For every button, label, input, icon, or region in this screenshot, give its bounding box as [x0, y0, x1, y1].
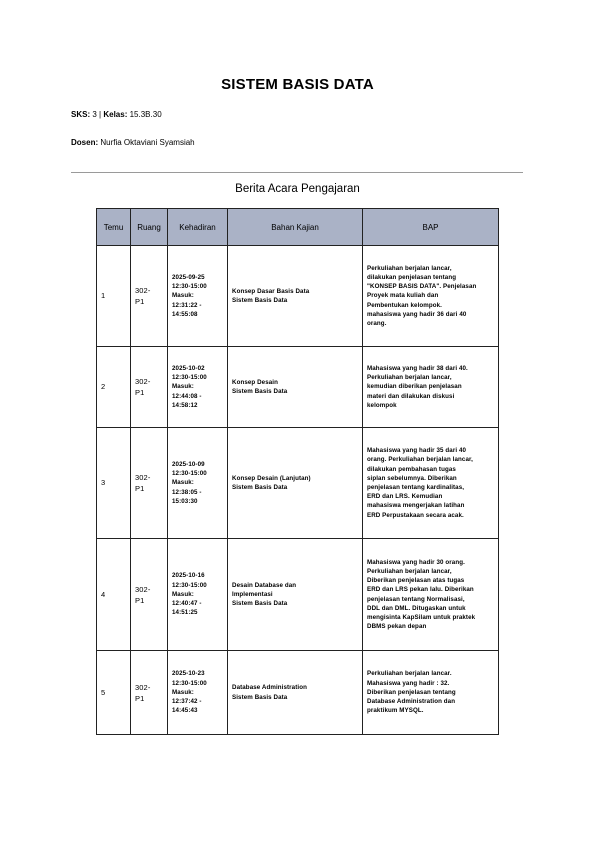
section-title: Berita Acara Pengajaran	[235, 183, 360, 195]
meta-separator: |	[99, 110, 102, 119]
header-temu: Temu	[97, 209, 131, 246]
lecturer-line	[71, 138, 195, 147]
table-row	[97, 539, 499, 651]
cell-ruang: 302- P1	[131, 347, 168, 428]
cell-temu: 4	[97, 539, 131, 651]
header-ruang: Ruang	[131, 209, 168, 246]
cell-bap: Perkuliahan berjalan lancar. Mahasiswa yang hadir : 32. Diberikan penjelasan tentang Database Administration dan praktikum MYSQL.	[363, 651, 499, 735]
cell-ruang: 302- P1	[131, 246, 168, 347]
dosen-label: Dosen:	[71, 138, 99, 147]
cell-temu: 1	[97, 246, 131, 347]
cell-kehadiran: 2025-10-09 12:30-15:00 Masuk: 12:38:05 - 15:03:30	[168, 428, 228, 539]
header-bahan-kajian: Bahan Kajian	[228, 209, 363, 246]
cell-bap: Mahasiswa yang hadir 35 dari 40 orang. Perkuliahan berjalan lancar, dilakukan pembahasan tugas siplan sebelumnya. Diberikan penjelasan tentang kardinalitas, ERD dan LRS. Kemudian mahasiswa mengerjakan latihan ERD Perpustakaan secara acak.	[363, 428, 499, 539]
dosen-value: Nurfia Oktaviani Syamsiah	[100, 138, 195, 147]
sks-value: 3	[92, 110, 97, 119]
cell-kehadiran: 2025-10-02 12:30-15:00 Masuk: 12:44:08 - 14:58:12	[168, 347, 228, 428]
table-row	[97, 246, 499, 347]
cell-bap: Mahasiswa yang hadir 30 orang. Perkuliahan berjalan lancar, Diberikan penjelasan atas tugas ERD dan LRS pekan lalu. Diberikan penjelasan tentang Normalisasi, DDL dan DML. Ditugaskan untuk mengisinta KapSilam untuk praktek DBMS pekan depan	[363, 539, 499, 651]
cell-bap: Mahasiswa yang hadir 38 dari 40. Perkuliahan berjalan lancar, kemudian diberikan penjelasan materi dan dilakukan diskusi kelompok	[363, 347, 499, 428]
table-header-row	[97, 209, 499, 246]
table-row	[97, 428, 499, 539]
cell-ruang: 302- P1	[131, 539, 168, 651]
kelas-value: 15.3B.30	[129, 110, 162, 119]
cell-bahan-kajian: Konsep Desain Sistem Basis Data	[228, 347, 363, 428]
sks-label: SKS:	[71, 110, 91, 119]
kelas-label: Kelas:	[103, 110, 128, 119]
cell-kehadiran: 2025-10-23 12:30-15:00 Masuk: 12:37:42 - 14:45:43	[168, 651, 228, 735]
page-title: SISTEM BASIS DATA	[221, 76, 374, 93]
cell-ruang: 302- P1	[131, 428, 168, 539]
header-bap: BAP	[363, 209, 499, 246]
table-row	[97, 651, 499, 735]
cell-bap: Perkuliahan berjalan lancar, dilakukan penjelasan tentang "KONSEP BASIS DATA". Penjelasan Proyek mata kuliah dan Pembentukan kelompok. mahasiswa yang hadir 36 dari 40 orang.	[363, 246, 499, 347]
cell-kehadiran: 2025-10-16 12:30-15:00 Masuk: 12:40:47 - 14:51:25	[168, 539, 228, 651]
cell-temu: 3	[97, 428, 131, 539]
cell-kehadiran: 2025-09-25 12:30-15:00 Masuk: 12:31:22 - 14:55:08	[168, 246, 228, 347]
teaching-record-table	[96, 208, 499, 735]
header-kehadiran: Kehadiran	[168, 209, 228, 246]
cell-bahan-kajian: Desain Database dan Implementasi Sistem Basis Data	[228, 539, 363, 651]
cell-temu: 2	[97, 347, 131, 428]
cell-bahan-kajian: Konsep Desain (Lanjutan) Sistem Basis Data	[228, 428, 363, 539]
cell-bahan-kajian: Konsep Dasar Basis Data Sistem Basis Data	[228, 246, 363, 347]
course-meta-line	[71, 110, 162, 119]
table-row	[97, 347, 499, 428]
divider	[71, 172, 523, 173]
cell-ruang: 302- P1	[131, 651, 168, 735]
cell-bahan-kajian: Database Administration Sistem Basis Data	[228, 651, 363, 735]
cell-temu: 5	[97, 651, 131, 735]
